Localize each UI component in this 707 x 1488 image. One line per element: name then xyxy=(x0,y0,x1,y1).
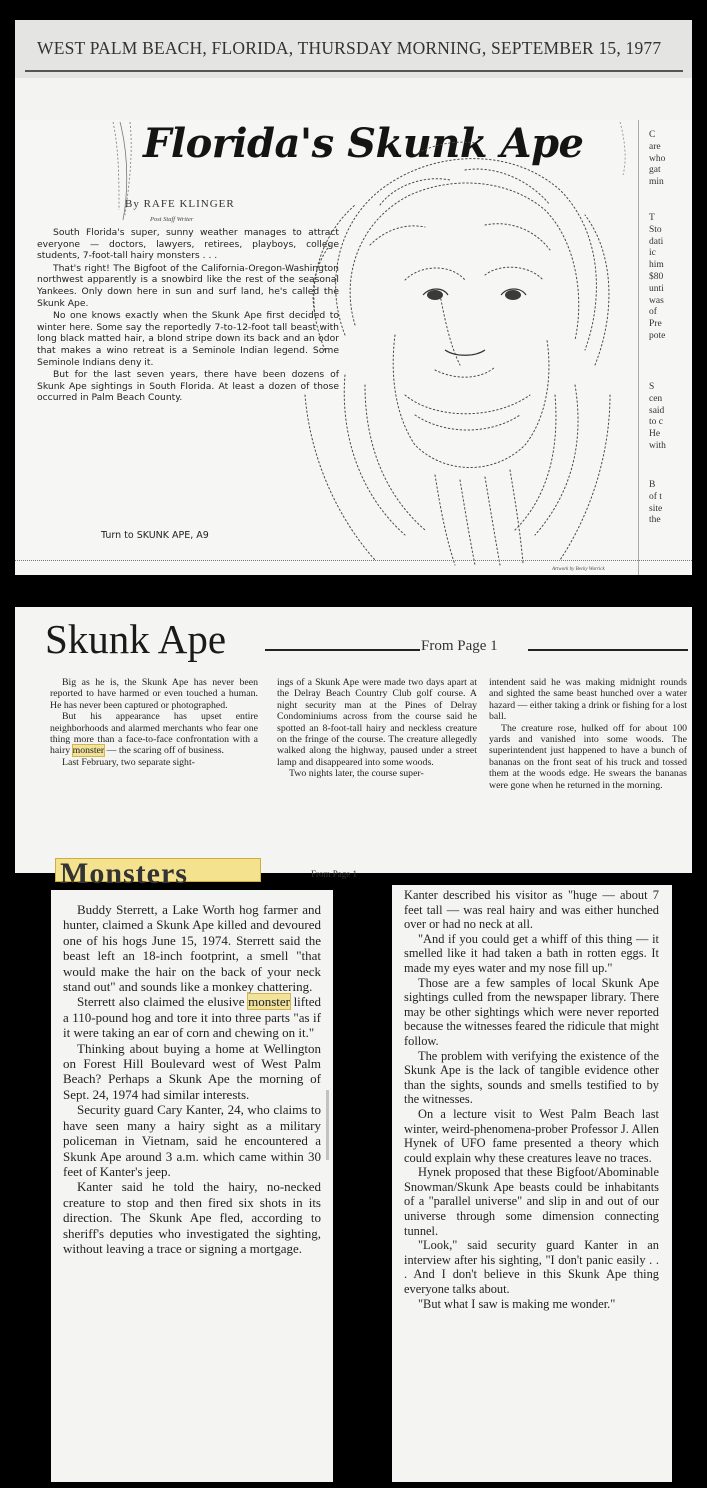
text-run: — the scaring off of business. xyxy=(104,745,224,757)
scan-mark xyxy=(326,1090,329,1160)
from-page-label: From Page 1 xyxy=(421,638,498,654)
paragraph: Big as he is, the Skunk Ape has never been reported to have harmed or even touched a human. He has never been captured or photographed. xyxy=(50,677,258,711)
cropped-headline-text: Monsters xyxy=(60,857,188,890)
text-run: Sterrett also claimed the elusive xyxy=(77,994,245,1010)
paragraph: That's right! The Bigfoot of the California-Oregon-Washington northwest apparently is a snowbird like the rest of the seasonal Yankees. Only down here in sun and surf land, he's called the Skunk Ape. xyxy=(37,262,339,309)
text-run: But his appearance has upset entire neighborhoods and alarmed merchants who fear one thing more than a face-to-face confrontation with a hairy xyxy=(50,711,258,757)
fragment-line: of t xyxy=(649,491,662,502)
paragraph: The problem with verifying the existence of the Skunk Ape is the lack of tangible evidence other than the sights, sounds and smells testified to by the witnesses. xyxy=(404,1048,659,1107)
eyes xyxy=(427,290,521,300)
paragraph: Buddy Sterrett, a Lake Worth hog farmer and hunter, claimed a Skunk Ape killed and devoured one of his hogs June 15, 1974. Sterrett said the beast left an 18-inch footprint, a smell "that would make the hair on the back of your neck stand out" and sounds like a monkey chattering. xyxy=(63,902,321,995)
masthead xyxy=(15,20,692,78)
fragment-line: him xyxy=(649,260,664,271)
fragment-line: T xyxy=(649,213,655,223)
paragraph: Last February, two separate sight- xyxy=(62,756,195,768)
paragraph: "Look," said security guard Kanter in an interview after his sighting, "I don't panic easily . . . And I don't believe in this Skunk Ape thing everyone talks about. xyxy=(404,1238,659,1297)
front-article xyxy=(15,120,692,575)
cropped-from-page: From Page 1 xyxy=(311,869,357,879)
fragment-line: Pre xyxy=(649,319,662,330)
column-text xyxy=(63,902,321,1256)
paragraph: South Florida's super, sunny weather manages to attract everyone — doctors, lawyers, retirees, playboys, college students, 7-foot-tall hairy monsters . . . xyxy=(37,227,339,262)
paragraph: "But what I saw is making me wonder." xyxy=(418,1296,616,1311)
fragment-line: to c xyxy=(649,417,663,428)
adjacent-column-fragment xyxy=(638,120,693,575)
skunk-ape-illustration xyxy=(285,135,630,570)
paragraph: Kanter said he told the hairy, no-necked creature to stop and then fired six shots in its direction. The Skunk Ape fled, according to sheriff's deputies who investigated the sighting, without leaving a trace or signing a mortgage. xyxy=(63,1179,321,1256)
fragment-line: are xyxy=(649,141,661,152)
masthead-rule xyxy=(25,70,683,72)
byline: By RAFE KLINGER xyxy=(125,198,235,210)
paragraph: Hynek proposed that these Bigfoot/Abominable Snowman/Skunk Ape beasts could be inhabitants of a "parallel universe" and slip in and out of our universe through some dimension connecting tunnel. xyxy=(404,1165,659,1238)
paragraph: "And if you could get a whiff of this thing — it smelled like it had taken a bath in rotten eggs. It made my eyes water and my nose fill up." xyxy=(404,931,659,975)
paragraph: Security guard Cary Kanter, 24, who claims to have seen many a hairy sight as a military policeman in Vietnam, said he encountered a Skunk Ape around 3 a.m. which came within 30 feet of Kanter's jeep. xyxy=(63,1102,321,1179)
fragment-line: He xyxy=(649,429,661,440)
fragment-line: Sto xyxy=(649,224,662,235)
fragment-line: gat xyxy=(649,165,661,176)
fragment-line: S xyxy=(649,382,655,392)
fragment-line: dati xyxy=(649,236,664,247)
headline-rule xyxy=(265,649,420,651)
fragment-line: pote xyxy=(649,330,666,341)
paragraph: Kanter described his visitor as "huge — about 7 feet tall — was real hairy and was either hunched over or had no neck at all. xyxy=(404,888,659,932)
fragment-line: unti xyxy=(649,283,664,294)
fragment-line: who xyxy=(649,153,666,164)
jump-headline: Skunk Ape xyxy=(45,616,227,662)
highlighted-word: monster xyxy=(248,994,290,1010)
paragraph: intendent said he was making midnight rounds and sighted the same beast hunched over a water hazard — either taking a drink or fishing for a lost ball. xyxy=(489,677,687,723)
headline: Florida's Skunk Ape xyxy=(143,120,584,167)
blank-band xyxy=(15,78,692,124)
text-run: lifted a 110-pound hog and tore it into three parts "as if it were taking an ear of corn and chewing on it." xyxy=(63,994,322,1041)
paragraph: Thinking about buying a home at Wellington on Forest Hill Boulevard west of West Palm Beach? Perhaps a Skunk Ape the morning of Sept. 24, 1974 had similar interests. xyxy=(63,1040,321,1102)
fragment-block xyxy=(639,382,666,453)
fragment-line: cen xyxy=(649,393,663,404)
paragraph: No one knows exactly when the Skunk Ape first decided to winter here. Some say the reportedly 7-to-12-foot tall beast with long black matted hair, a blond stripe down its back and an odor that makes a wino retreat is a Seminole Indian legend. Some Seminole Indians deny it. xyxy=(37,310,339,368)
dotted-rule xyxy=(15,560,692,563)
fragment-line: $80 xyxy=(649,271,664,282)
jump-reference: Turn to SKUNK APE, A9 xyxy=(101,530,209,541)
fragment-block xyxy=(639,130,665,189)
paragraph xyxy=(63,994,321,1040)
fragment-line: ic xyxy=(649,248,656,259)
fragment-line: of xyxy=(649,307,657,318)
jump-column-2 xyxy=(277,677,477,780)
fragment-line: min xyxy=(649,177,664,188)
cropped-headline-fragment xyxy=(55,857,261,890)
paragraph: Two nights later, the course super- xyxy=(289,768,424,780)
fragment-line: C xyxy=(649,130,656,140)
column-clipping-left xyxy=(51,890,333,1482)
fragment-line: with xyxy=(649,440,666,451)
fragment-block xyxy=(639,480,662,527)
masthead-dateline: WEST PALM BEACH, FLORIDA, THURSDAY MORNING, SEPTEMBER 15, 1977 xyxy=(37,38,662,58)
column-text xyxy=(404,888,659,1311)
fragment-line: was xyxy=(649,295,664,306)
fragment-block xyxy=(639,213,665,343)
headline-rule xyxy=(528,649,688,651)
jump-column-1 xyxy=(50,677,258,768)
paragraph: The creature rose, hulked off for about 100 yards and vanished into some woods. The superintendent just happened to have a bunch of bananas on the front seat of his truck and tossed them at the woods edge. He swears the bananas were gone when he returned in the morning. xyxy=(489,722,687,791)
paragraph: On a lecture visit to West Palm Beach last winter, weird-phenomena-prober Professor J. Allen Hynek of UFO fame presented a theory which could explain why these creatures leave no traces. xyxy=(404,1106,659,1165)
artwork-credit: Artwork by Becky Warrick xyxy=(552,567,605,572)
jump-column-3 xyxy=(489,677,687,791)
highlighted-word: monster xyxy=(72,745,105,757)
front-page-clipping xyxy=(15,20,692,575)
column-clipping-right xyxy=(392,885,672,1482)
paragraph: But for the last seven years, there have been dozens of Skunk Ape sightings in South Florida. At least a dozen of those occurred in Palm Beach County. xyxy=(37,369,339,404)
paragraph: Those are a few samples of local Skunk Ape sightings culled from the newspaper library. There may be other sightings which were never reported because the witnesses feared the ridicule that might follow. xyxy=(404,975,659,1048)
staff-credit: Post Staff Writer xyxy=(150,216,194,223)
fragment-line: site xyxy=(649,503,663,514)
paragraph: ings of a Skunk Ape were made two days apart at the Delray Beach Country Club golf course. A night security man at the Pines of Delray Condominiums across from the course said he spotted an 8-foot-tall hairy and neckless creature on the fringe of the course. The creature allegedly walked along the highway, paused under a street lamp and disappeared into some woods. xyxy=(277,677,477,768)
fragment-line: said xyxy=(649,405,665,416)
fragment-line: B xyxy=(649,480,656,490)
fragment-line: the xyxy=(649,515,661,526)
jump-page-clipping xyxy=(15,607,692,890)
paragraph xyxy=(50,711,258,757)
